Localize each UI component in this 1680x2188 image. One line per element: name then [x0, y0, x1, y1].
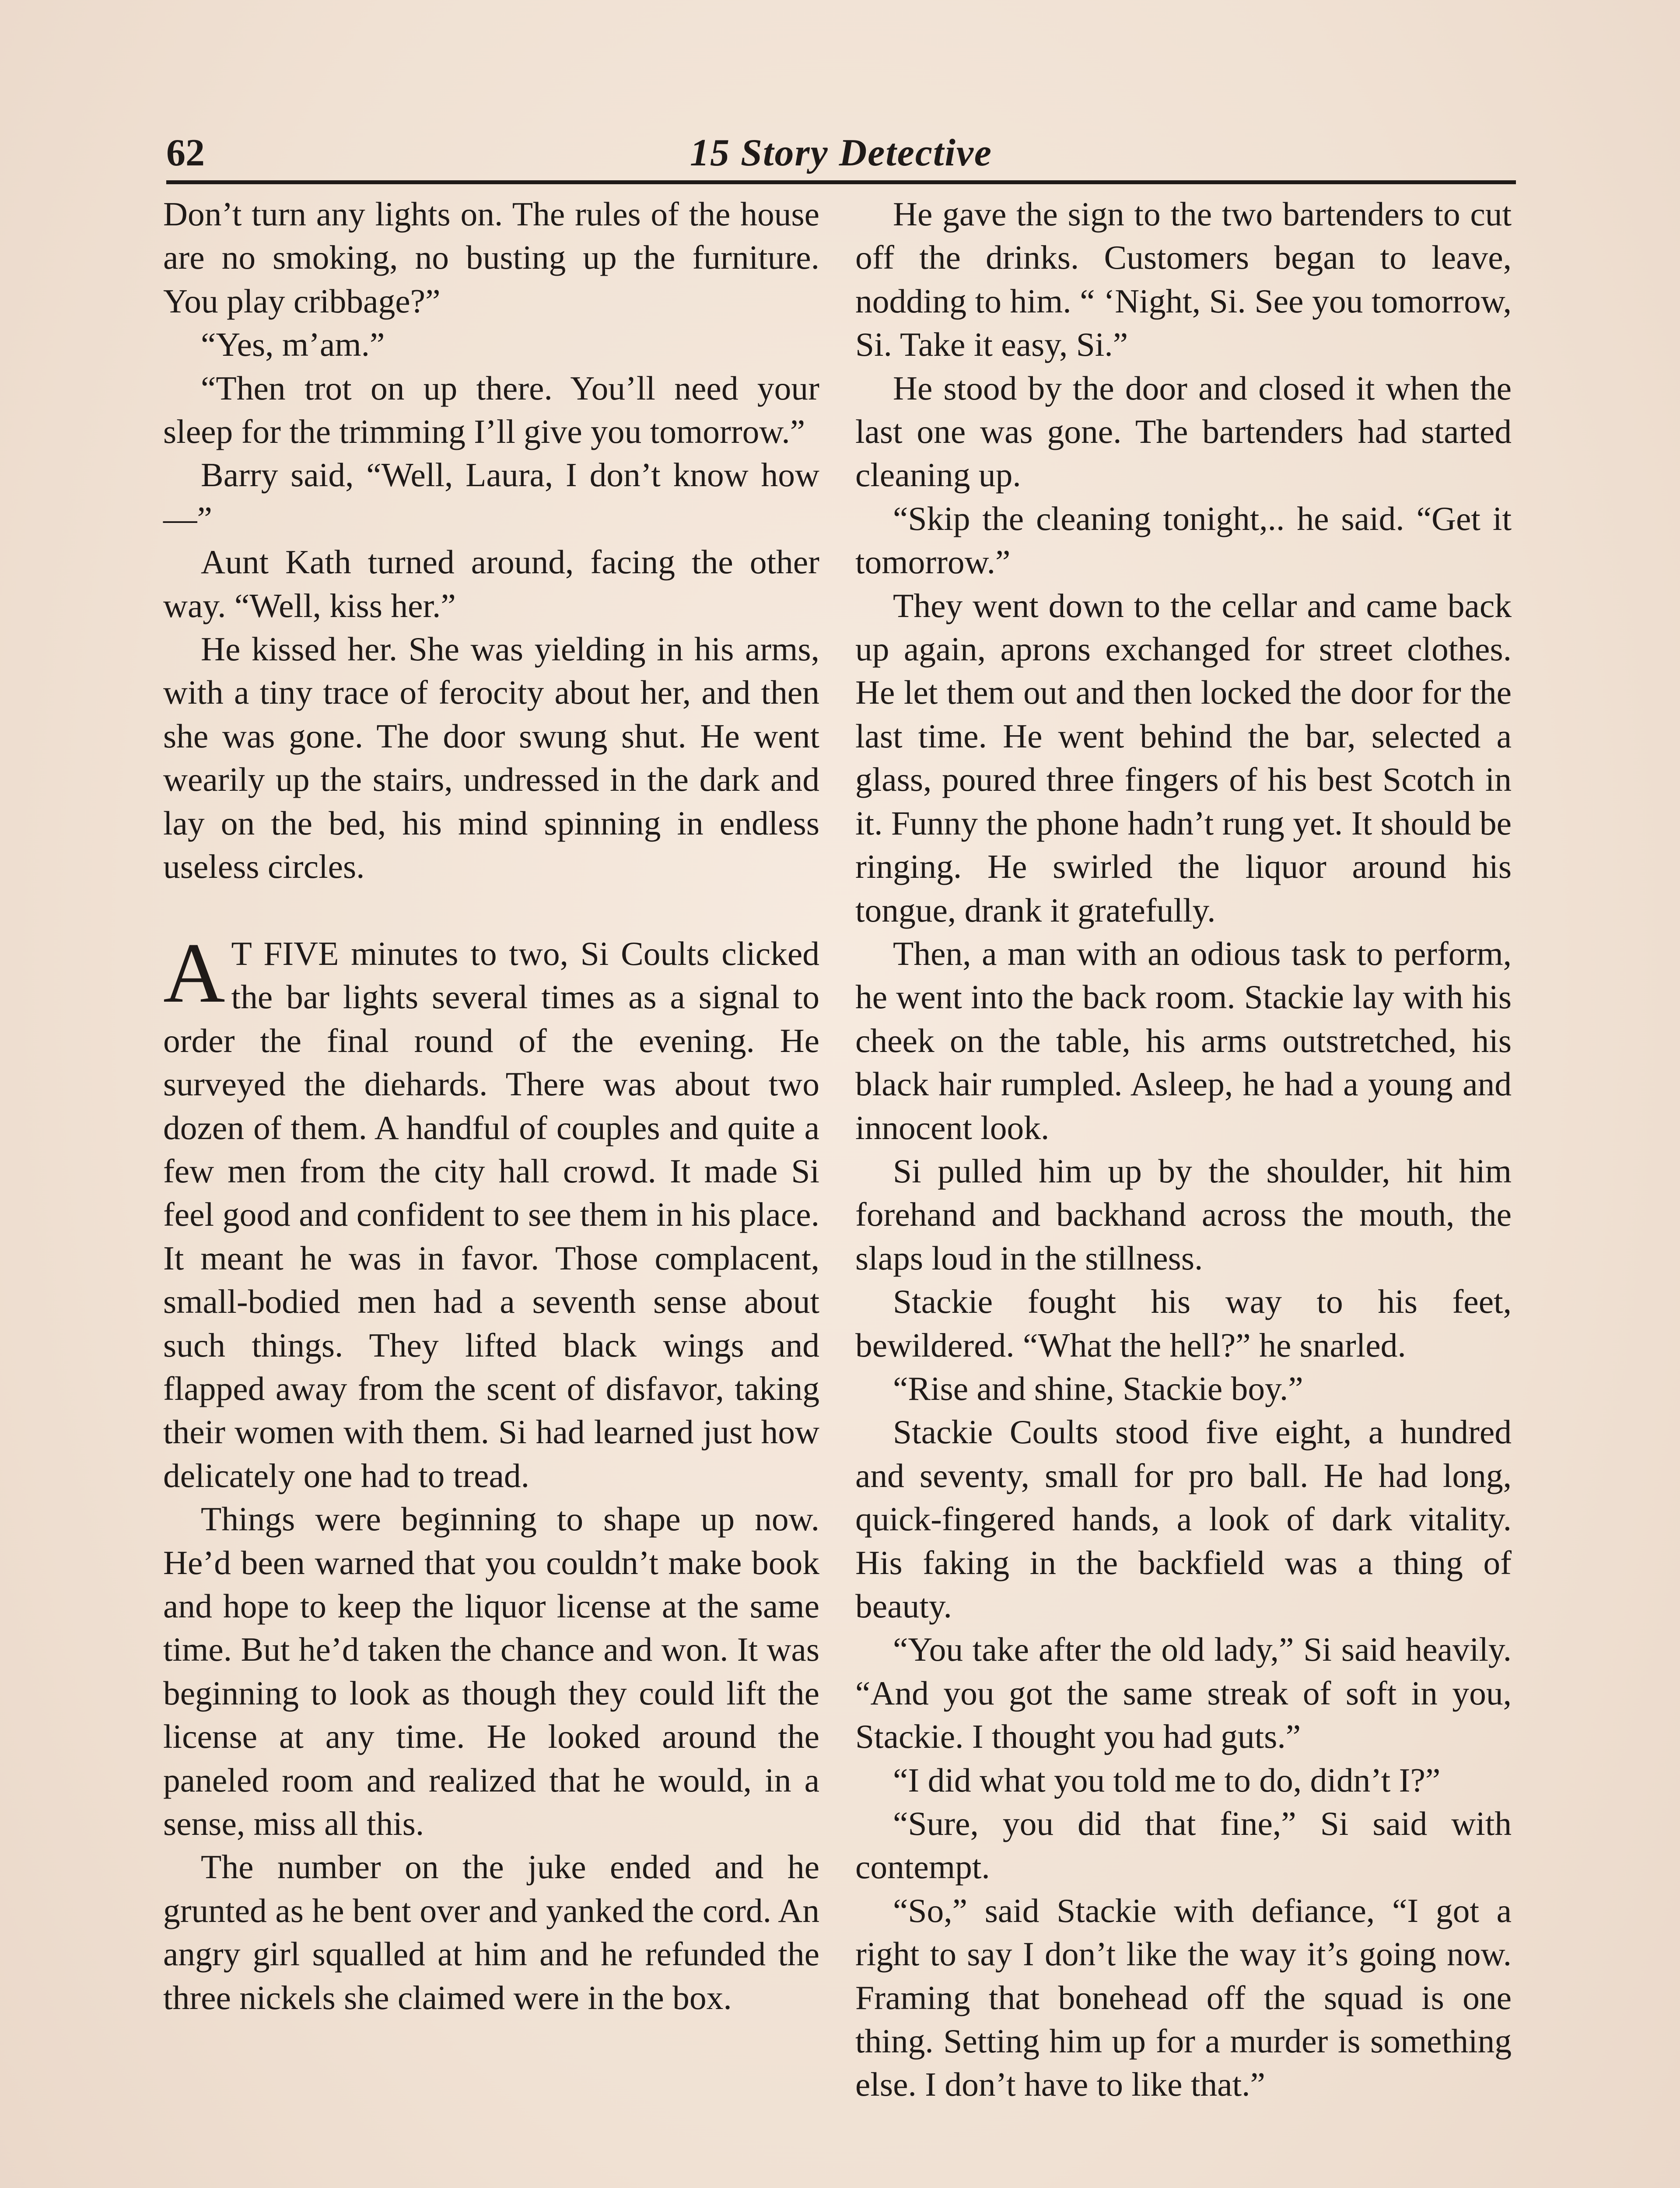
- paragraph: They went down to the cellar and came back up again, aprons exchanged for street clothes. He let them out and then locked the door for the last time. He went behind the bar, selected a glass, poured three fingers of his best Scotch in it. Funny the phone hadn’t rung yet. It should be ringing. He swirled the liquor around his tongue, drank it gratefully.: [855, 586, 1512, 929]
- paragraph: “So,” said Stackie with defiance, “I got a right to say I don’t like the way it’s going now. Framing that bonehead off the squad is one thing. Setting him up for a murder is something else. I don’t have to like that.”: [855, 1891, 1512, 2104]
- page-number: 62: [166, 132, 205, 174]
- left-column: [163, 193, 819, 2020]
- paragraph: Then, a man with an odious task to perform, he went into the back room. Stackie lay with his cheek on the table, his arms outstretched, his black hair rumpled. Asleep, he had a young and innocent look.: [855, 934, 1512, 1147]
- paragraph: Things were beginning to shape up now. He’d been warned that you couldn’t make book and hope to keep the liquor license at the same time. But he’d taken the chance and won. It was beginning to look as though they could lift the license at any time. He looked around the paneled room and realized that he would, in a sense, miss all this.: [163, 1500, 819, 1843]
- running-title: 15 Story Detective: [690, 132, 992, 174]
- paragraph: “You take after the old lady,” Si said heavily. “And you got the same streak of soft in you, Stackie. I thought you had guts.”: [855, 1630, 1512, 1756]
- paragraph: He kissed her. She was yielding in his arms, with a tiny trace of ferocity about her, and then she was gone. The door swung shut. He went wearily up the stairs, undressed in the dark and lay on the bed, his mind spinning in endless useless circles.: [163, 630, 819, 886]
- drop-cap: A: [163, 925, 225, 1020]
- page-header: [166, 127, 1516, 184]
- paragraph: “Yes, m’am.”: [201, 326, 385, 364]
- paragraph-text: T FIVE minutes to two, Si Coults clicked the bar lights several times as a signal to order the final round of the evening. He surveyed the diehards. There was about two dozen of them. A handful of couples and quite a few men from the city hall crowd. It made Si feel good and confident to see them in his place. It meant he was in favor. Those complacent, small-bodied men had a seventh sense about such things. They lifted black wings and flapped away from the scent of disfavor, taking their women with them. Si had learned just how delicately one had to tread.: [163, 934, 819, 1494]
- paragraph: Aunt Kath turned around, facing the other way. “Well, kiss her.”: [163, 543, 819, 624]
- paragraph: Stackie fought his way to his feet, bewildered. “What the hell?” he snarled.: [855, 1283, 1512, 1364]
- paragraph: He stood by the door and closed it when the last one was gone. The bartenders had started cleaning up.: [855, 369, 1512, 494]
- paragraph: Stackie Coults stood five eight, a hundred and seventy, small for pro ball. He had long, quick-fingered hands, a look of dark vitality. His faking in the backfield was a thing of beauty.: [855, 1413, 1512, 1625]
- paragraph: “Skip the cleaning tonight,.. he said. “Get it tomorrow.”: [855, 499, 1512, 581]
- paragraph: He gave the sign to the two bartenders to cut off the drinks. Customers began to leave, nodding to him. “ ‘Night, Si. See you tomorrow, Si. Take it easy, Si.”: [855, 195, 1512, 364]
- right-column: [855, 193, 1512, 2107]
- section-opening-paragraph: [163, 925, 819, 1497]
- paragraph: Don’t turn any lights on. The rules of the house are no smoking, no busting up the furniture. You play cribbage?”: [163, 195, 819, 320]
- header-rule: [166, 180, 1516, 184]
- paragraph: “Rise and shine, Stackie boy.”: [893, 1369, 1303, 1407]
- paragraph: “I did what you told me to do, didn’t I?”: [893, 1761, 1441, 1799]
- paragraph: Si pulled him up by the shoulder, hit him forehand and backhand across the mouth, the slaps loud in the stillness.: [855, 1152, 1512, 1277]
- paragraph: Barry said, “Well, Laura, I don’t know how—”: [163, 456, 819, 537]
- paragraph: “Sure, you did that fine,” Si said with contempt.: [855, 1805, 1512, 1886]
- paragraph: The number on the juke ended and he grunted as he bent over and yanked the cord. An angry girl squalled at him and he refunded the three nickels she claimed were in the box.: [163, 1848, 819, 2016]
- paragraph: “Then trot on up there. You’ll need your sleep for the trimming I’ll give you tomorrow.”: [163, 369, 819, 451]
